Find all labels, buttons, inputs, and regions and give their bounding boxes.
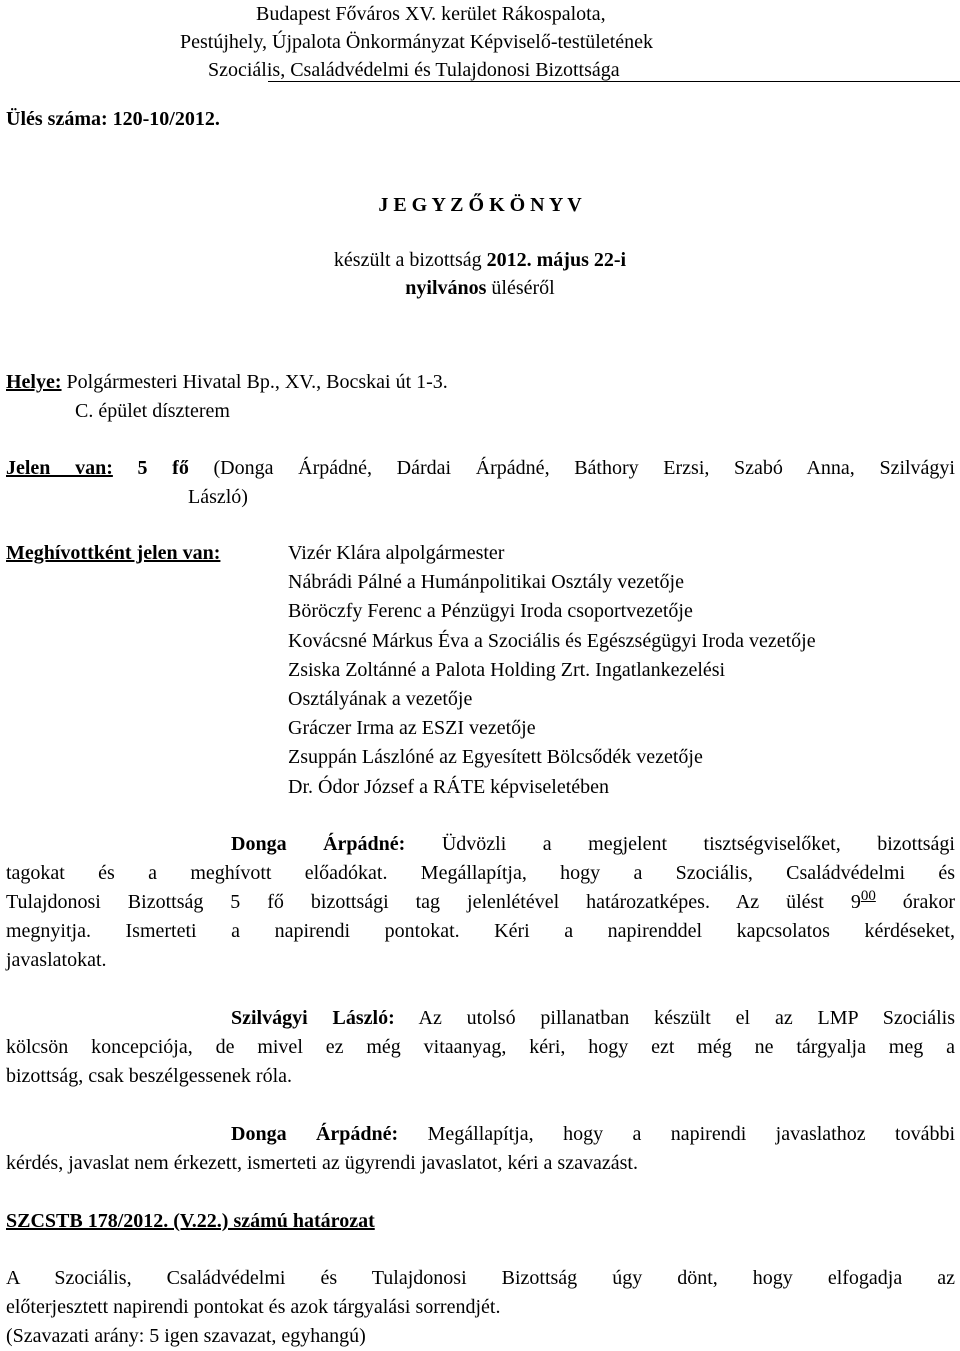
paragraph-line: kölcsön koncepciója, de mivel ez még vitaanyag, kéri, hogy ezt még ne tárgyalja meg a: [6, 1036, 955, 1058]
resolution-body: [6, 1266, 955, 1350]
paragraph-szilvagyi: [6, 1006, 955, 1093]
paragraph-donga-1: [6, 832, 955, 977]
speaker-name: Szilvágyi László:: [231, 1007, 395, 1029]
invited-item: Kovácsné Márkus Éva a Szociális és Egészségügyi Iroda vezetője: [288, 629, 816, 652]
invited-item: Gráczer Irma az ESZI vezetője: [288, 717, 536, 740]
header-line-2: Pestújhely, Újpalota Önkormányzat Képviselő-testületének: [180, 31, 654, 53]
meeting-date: 2012. május 22-i: [486, 249, 627, 271]
paragraph-line: megnyitja. Ismerteti a napirendi pontokat. Kéri a napirenddel kapcsolatos kérdéseket,: [6, 920, 955, 942]
invited-list: [288, 541, 816, 804]
invited-item: Zsuppán Lászlóné az Egyesített Bölcsődék vezetője: [288, 746, 703, 769]
paragraph-donga-2: [6, 1122, 955, 1180]
present-line-1: [6, 456, 955, 485]
paragraph-line: [6, 1006, 955, 1035]
invited-item: Zsiska Zoltánné a Palota Holding Zrt. Ingatlankezelési: [288, 658, 726, 681]
location-label: Helye:: [6, 371, 62, 393]
invited-item: Nábrádi Pálné a Humánpolitikai Osztály vezetője: [288, 571, 684, 594]
present-names: (Donga Árpádné, Dárdai Árpádné, Báthory Erzsi, Szabó Anna, Szilvágyi: [188, 457, 955, 479]
paragraph-line: javaslatokat.: [6, 949, 107, 971]
invited-item: Vizér Klára alpolgármester: [288, 542, 505, 564]
speaker-name: Donga Árpádné:: [231, 1123, 399, 1145]
paragraph-line: [6, 1122, 955, 1151]
location-line: [6, 370, 448, 394]
vote-result: (Szavazati arány: 5 igen szavazat, egyhangú): [6, 1325, 366, 1347]
header-line-3: Szociális, Családvédelmi és Tulajdonosi Bizottsága: [208, 59, 620, 81]
invited-item: Dr. Ódor József a RÁTE képviseletében: [288, 775, 610, 798]
speaker-name: Donga Árpádné:: [231, 833, 406, 855]
resolution-line: előterjesztett napirendi pontokat és azok tárgyalási sorrendjét.: [6, 1296, 501, 1318]
header-divider: [268, 81, 960, 82]
paragraph-line: tagokat és a meghívott előadókat. Megállapítja, hogy a Szociális, Családvédelmi és: [6, 862, 955, 884]
header-line-1: Budapest Főváros XV. kerület Rákospalota,: [256, 3, 606, 25]
session-number: Ülés száma: 120-10/2012.: [6, 108, 220, 130]
paragraph-line: [6, 832, 955, 861]
present-names-cont: László): [188, 486, 248, 508]
resolution-line: A Szociális, Családvédelmi és Tulajdonosi Bizottság úgy dönt, hogy elfogadja az: [6, 1267, 955, 1289]
paragraph-text: Megállapítja, hogy a napirendi javaslathoz további: [398, 1123, 956, 1145]
paragraph-text: Az utolsó pillanatban készült el az LMP Szociális: [394, 1007, 955, 1029]
invited-item: Osztályának a vezetője: [288, 687, 473, 710]
location-building: C. épület díszterem: [75, 400, 230, 422]
meeting-type: nyilvános: [405, 277, 487, 299]
paragraph-text: Tulajdonosi Bizottság 5 fő bizottsági tag jelenlétével határozatképes. Az ülést 9: [6, 891, 861, 913]
document-subtitle-2: [0, 276, 960, 300]
document-title: J E G Y Z Ő K Ö N Y V: [378, 194, 582, 216]
invited-item: Böröczfy Ferenc a Pénzügyi Iroda csoportvezetője: [288, 600, 693, 623]
invited-label: Meghívottként jelen van:: [6, 542, 221, 564]
time-superscript: 00: [860, 888, 876, 904]
present-section: [6, 456, 955, 485]
present-count: 5 fő: [112, 457, 189, 479]
paragraph-line: bizottság, csak beszélgessenek róla.: [6, 1065, 293, 1087]
paragraph-line: kérdés, javaslat nem érkezett, ismerteti az ügyrendi javaslatot, kéri a szavazást.: [6, 1152, 638, 1174]
document-subtitle: [0, 248, 960, 272]
paragraph-text: Üdvözli a megjelent tisztségviselőket, bizottsági: [405, 833, 955, 855]
present-label: Jelen van:: [6, 457, 113, 479]
paragraph-text: órakor: [875, 891, 955, 913]
subtitle-suffix: üléséről: [486, 277, 555, 299]
subtitle-prefix: készült a bizottság: [333, 249, 487, 271]
resolution-title: SZCSTB 178/2012. (V.22.) számú határozat: [6, 1210, 375, 1232]
paragraph-line: [6, 890, 955, 919]
location-value: Polgármesteri Hivatal Bp., XV., Bocskai út 1-3.: [61, 371, 448, 393]
